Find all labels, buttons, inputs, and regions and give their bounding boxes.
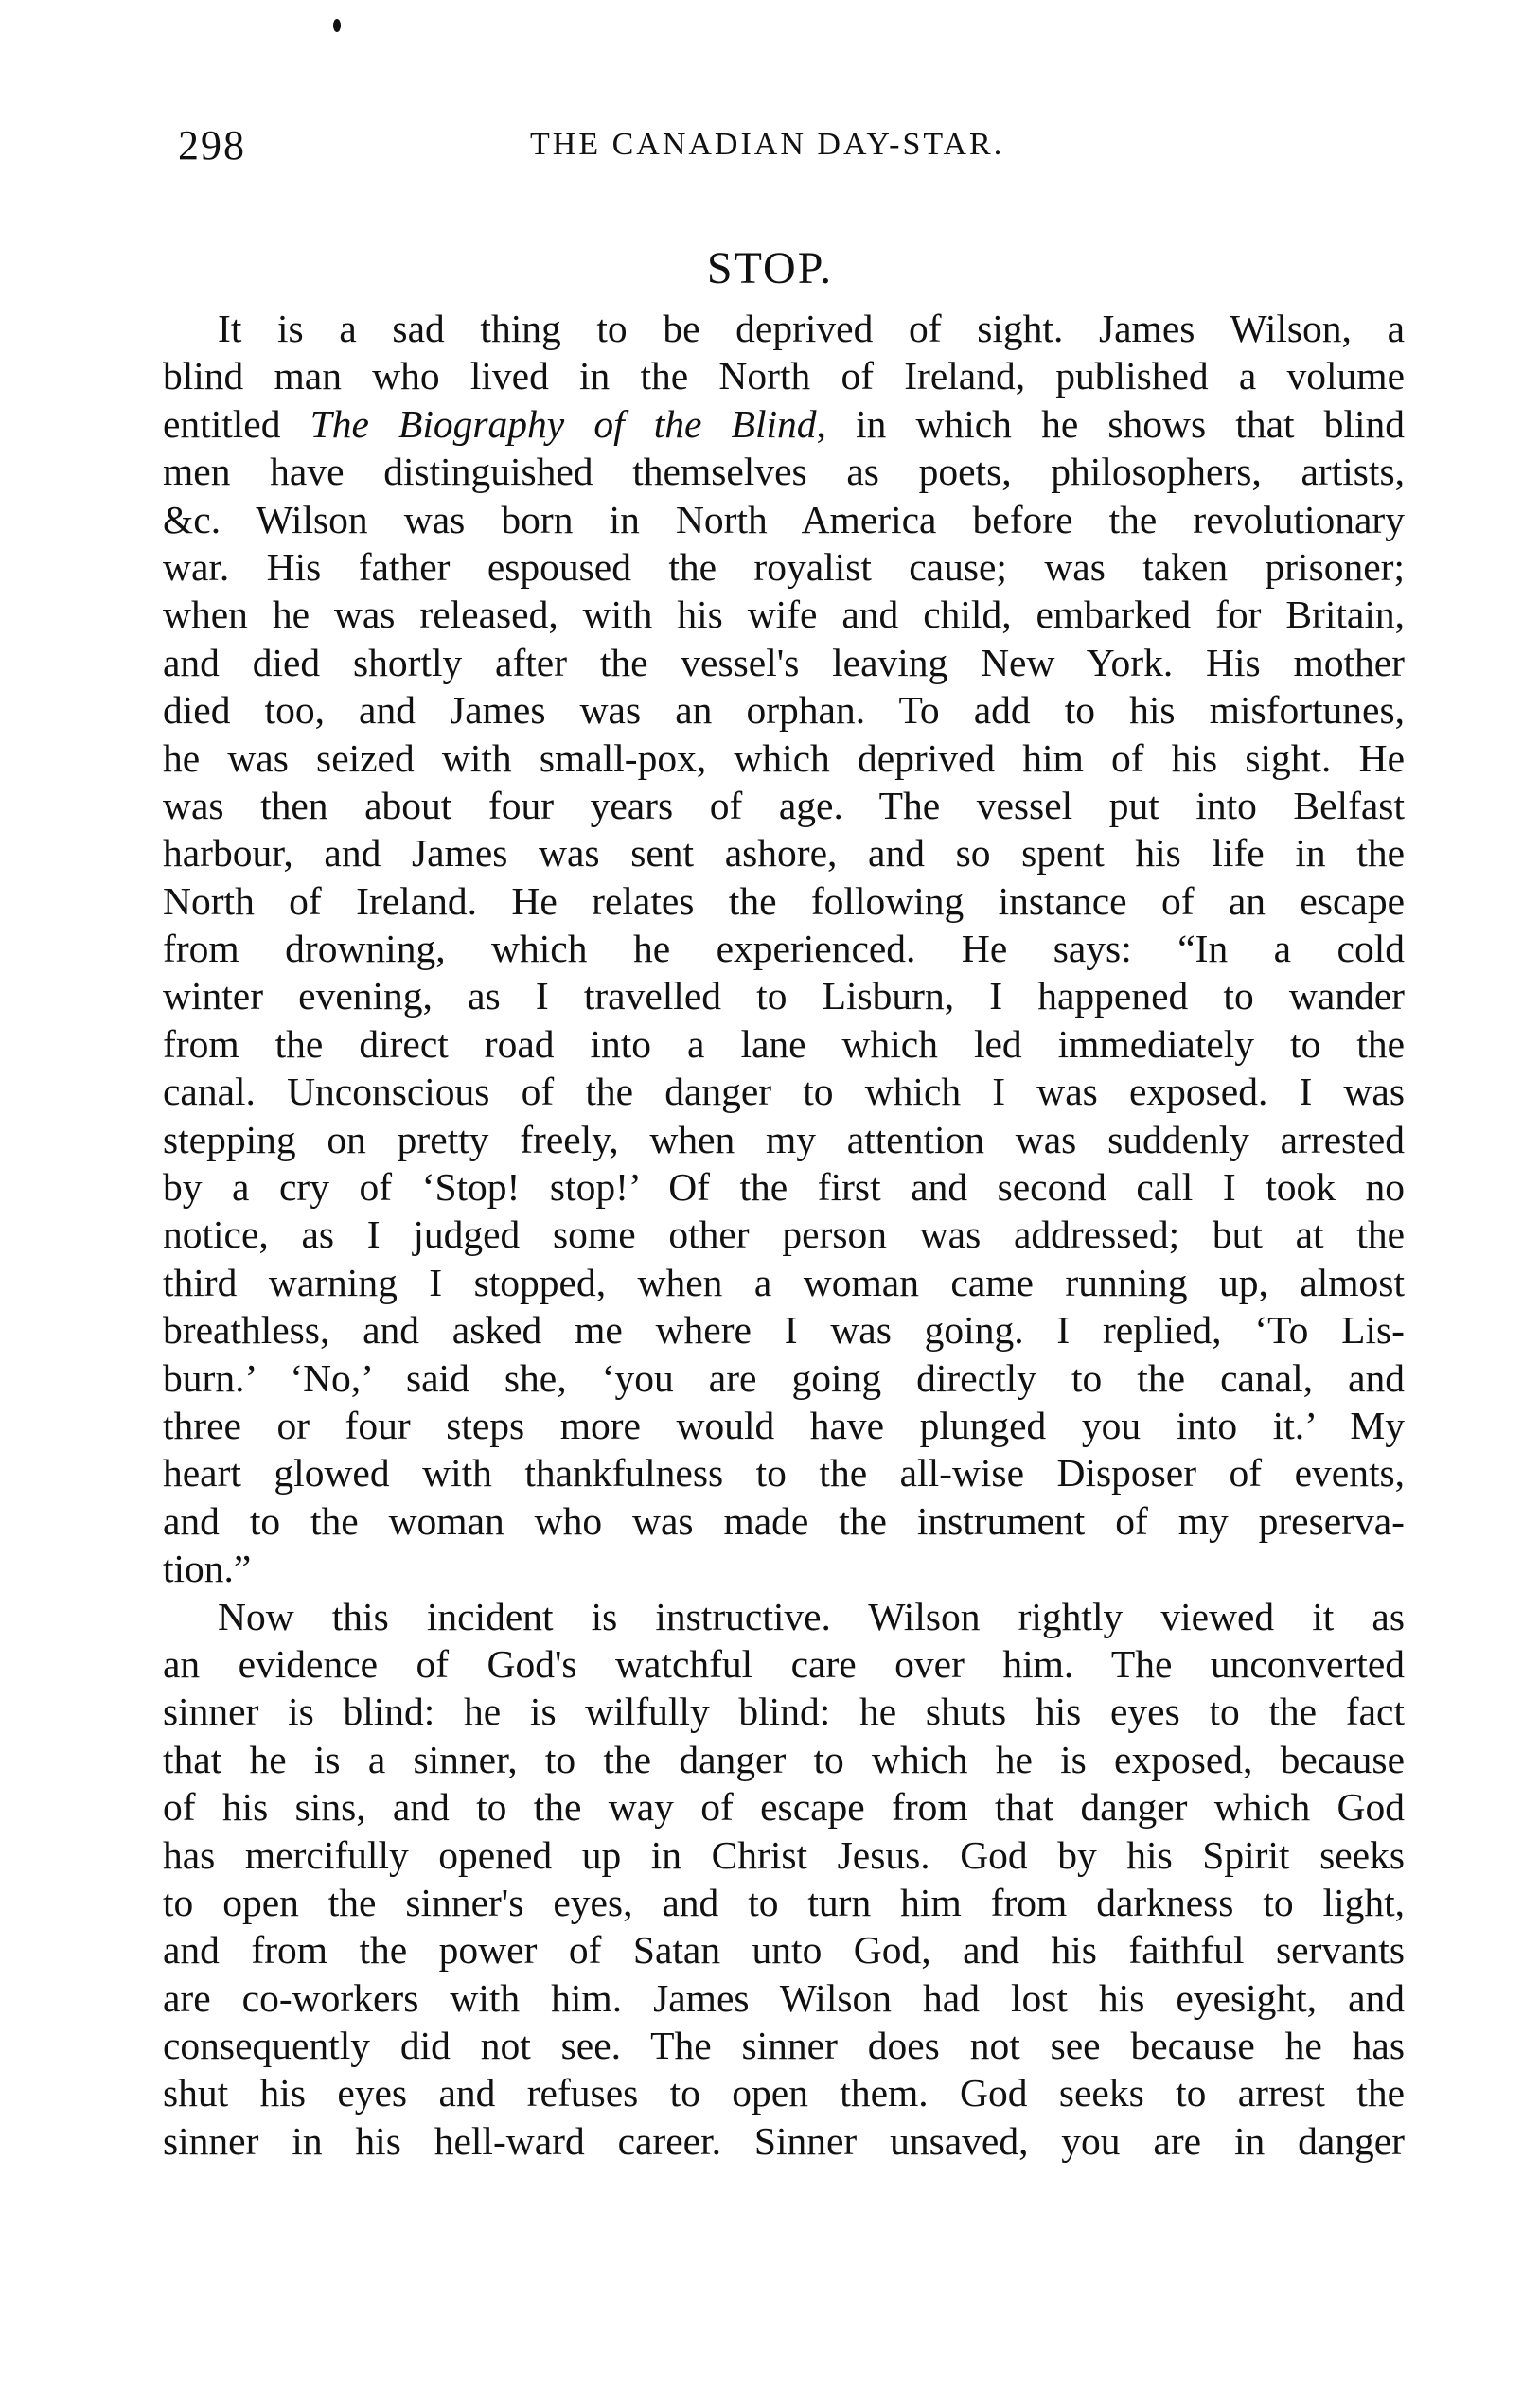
text-line: and from the power of Satan unto God, and his faithful servants (163, 1928, 1405, 1973)
text-line: North of Ireland. He relates the following instance of an escape (163, 878, 1405, 923)
text-line: are co-workers with him. James Wilson had lost his eyesight, and (163, 1975, 1405, 2020)
text-line: consequently did not see. The sinner does not see because he has (163, 2024, 1405, 2068)
text-line: of his sins, and to the way of escape from that danger which God (163, 1785, 1405, 1830)
text-line: when he was released, with his wife and child, embarked for Britain, (163, 593, 1405, 637)
text-line: harbour, and James was sent ashore, and so spent his life in the (163, 831, 1405, 876)
text-line: that he is a sinner, to the danger to which he is exposed, because (163, 1737, 1405, 1781)
text-line: has mercifully opened up in Christ Jesus. God by his Spirit seeks (163, 1832, 1405, 1877)
text-line: men have distinguished themselves as poets, philosophers, artists, (163, 450, 1405, 494)
text-line: shut his eyes and refuses to open them. God seeks to arrest the (163, 2071, 1405, 2115)
text-line: sinner in his hell-ward career. Sinner unsaved, you are in danger (163, 2118, 1405, 2163)
text-line: heart glowed with thankfulness to the all-wise Disposer of events, (163, 1451, 1405, 1495)
journal-title: THE CANADIAN DAY-STAR. (530, 127, 1005, 162)
text-line: breathless, and asked me where I was going. I replied, ‘To Lis- (163, 1308, 1405, 1353)
text-line: winter evening, as I travelled to Lisburn, I happened to wander (163, 974, 1405, 1018)
page-number: 298 (178, 122, 246, 168)
text-line: &c. Wilson was born in North America before the revolutionary (163, 497, 1405, 541)
text-line: from the direct road into a lane which led immediately to the (163, 1021, 1405, 1066)
text-line: died too, and James was an orphan. To add to his misfortunes, (163, 688, 1405, 733)
text-line: notice, as I judged some other person was addressed; but at the (163, 1212, 1405, 1257)
text-line: to open the sinner's eyes, and to turn him from darkness to light, (163, 1880, 1405, 1924)
text-line: was then about four years of age. The vessel put into Belfast (163, 783, 1405, 827)
text-line: an evidence of God's watchful care over him. The unconverted (163, 1641, 1405, 1686)
text-line: tion.” (163, 1547, 252, 1591)
text-line: three or four steps more would have plunged you into it.’ My (163, 1403, 1405, 1447)
text-line: canal. Unconscious of the danger to which I was exposed. I was (163, 1070, 1405, 1114)
article-body (163, 305, 1405, 2165)
text-line: third warning I stopped, when a woman came running up, almost (163, 1260, 1405, 1304)
text-line: blind man who lived in the North of Ireland, published a volume (163, 354, 1405, 398)
text-line: stepping on pretty freely, when my attention was suddenly arrested (163, 1117, 1405, 1161)
text-line: he was seized with small-pox, which deprived him of his sight. He (163, 735, 1405, 780)
ink-speck (333, 19, 341, 32)
text-line: and to the woman who was made the instrument of my preserva- (163, 1498, 1405, 1543)
running-head (0, 121, 1540, 178)
text-line: sinner is blind: he is wilfully blind: he shuts his eyes to the fact (163, 1690, 1405, 1734)
article-title: STOP. (706, 243, 834, 293)
text-line: war. His father espoused the royalist cause; was taken prisoner; (163, 544, 1405, 589)
text-line: from drowning, which he experienced. He says: “In a cold (163, 927, 1405, 971)
text-line: It is a sad thing to be deprived of sight. James Wilson, a (218, 307, 1405, 350)
text-line: entitled The Biography of the Blind, in which he shows that blind (163, 401, 1405, 446)
text-line: by a cry of ‘Stop! stop!’ Of the first and second call I took no (163, 1165, 1405, 1210)
text-line: and died shortly after the vessel's leaving New York. His mother (163, 640, 1405, 684)
text-line: burn.’ ‘No,’ said she, ‘you are going directly to the canal, and (163, 1355, 1405, 1400)
text-line: Now this incident is instructive. Wilson rightly viewed it as (218, 1594, 1405, 1638)
